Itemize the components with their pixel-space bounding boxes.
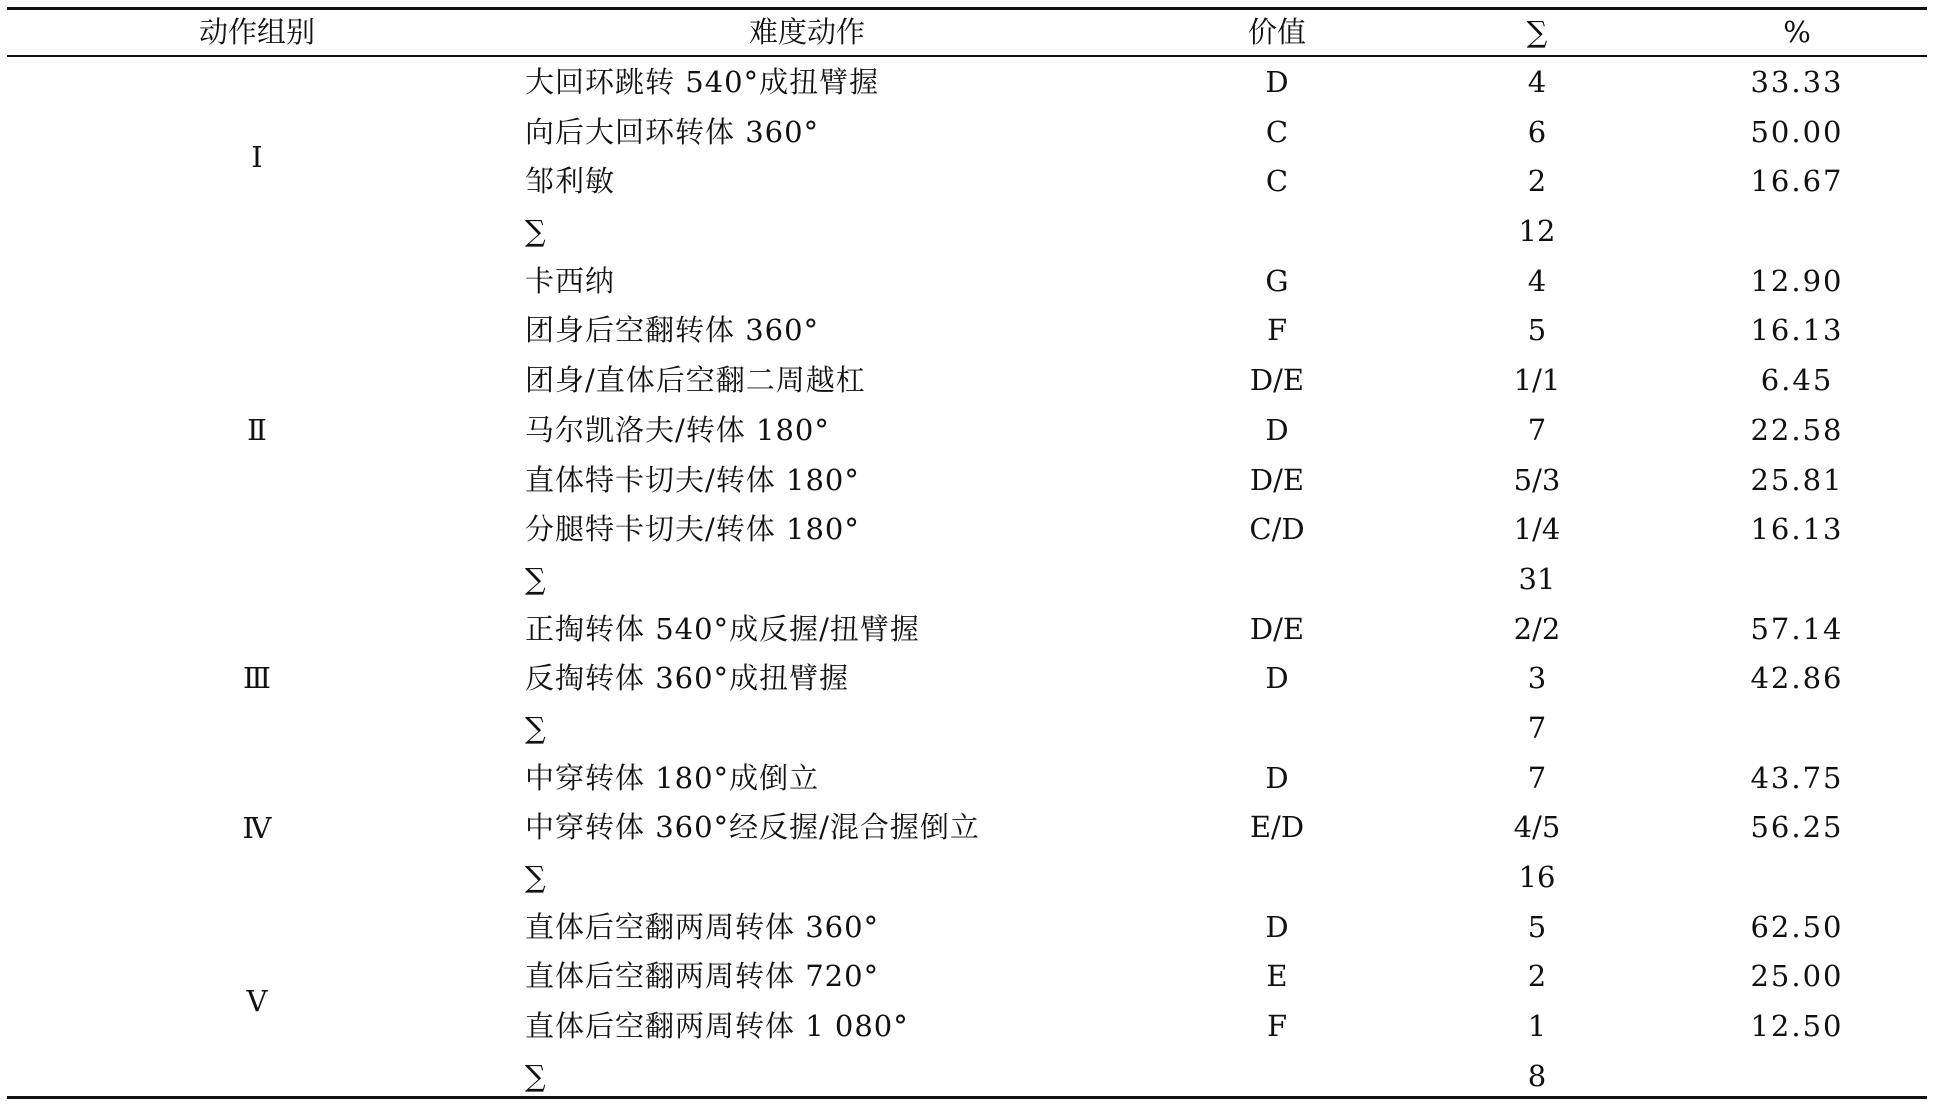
group-label: Ⅲ <box>243 661 271 696</box>
cell-count: 16 <box>1518 860 1556 894</box>
cell-count: 4/5 <box>1513 810 1561 845</box>
cell-percent: 22.58 <box>1750 412 1844 447</box>
cell-move: 向后大回环转体 360° <box>525 114 820 149</box>
cell-percent <box>1697 853 1897 903</box>
cell-value: D/E <box>1249 363 1305 398</box>
cell-count: 1/4 <box>1513 512 1561 547</box>
cell-percent: 12.50 <box>1750 1009 1844 1044</box>
cell-count: 7 <box>1527 710 1547 745</box>
table-header <box>7 10 1927 55</box>
cell-percent <box>1697 704 1897 754</box>
cell-value: F <box>1266 313 1288 348</box>
table-row <box>7 754 1927 804</box>
cell-count: 12 <box>1518 214 1556 249</box>
cell-count: 5/3 <box>1513 462 1561 497</box>
cell-value <box>1177 1052 1377 1102</box>
cell-percent: 25.00 <box>1750 959 1844 994</box>
cell-percent: 62.50 <box>1750 909 1844 944</box>
cell-move: 中穿转体 180°成倒立 <box>525 760 820 795</box>
cell-value: D/E <box>1249 611 1305 646</box>
cell-count: 2 <box>1527 959 1547 994</box>
cell-value: E/D <box>1249 810 1305 845</box>
table-row <box>7 555 1927 605</box>
header-percent: % <box>1783 15 1811 49</box>
cell-move: 卡西纳 <box>525 263 616 298</box>
table-row <box>7 207 1927 257</box>
cell-count: 1 <box>1527 1009 1547 1044</box>
table-row <box>7 1052 1927 1102</box>
cell-move: 直体后空翻两周转体 720° <box>525 959 880 994</box>
cell-value: C <box>1265 164 1289 199</box>
cell-value: D <box>1265 909 1289 944</box>
cell-move: 团身后空翻转体 360° <box>525 313 820 348</box>
cell-count: 2 <box>1527 164 1547 199</box>
table-row <box>7 605 1927 655</box>
cell-percent: 16.13 <box>1750 512 1844 547</box>
table-body <box>7 58 1927 1101</box>
cell-count: 7 <box>1527 412 1547 447</box>
cell-value: G <box>1265 263 1289 298</box>
cell-percent: 50.00 <box>1750 114 1844 149</box>
cell-percent: 16.13 <box>1750 313 1844 348</box>
header-group: 动作组别 <box>198 15 315 49</box>
cell-count: 8 <box>1527 1058 1547 1093</box>
cell-count: 4 <box>1527 65 1547 99</box>
cell-value: F <box>1266 1009 1288 1044</box>
cell-value: E <box>1266 959 1288 994</box>
cell-count: 1/1 <box>1513 363 1561 398</box>
cell-count: 7 <box>1527 760 1547 795</box>
group-label: Ⅴ <box>246 984 268 1019</box>
cell-move: 直体后空翻两周转体 1 080° <box>525 1009 909 1044</box>
table-row <box>7 356 1927 406</box>
difficulty-table <box>7 0 1927 1106</box>
cell-move: ∑ <box>525 1058 547 1093</box>
cell-value: C/D <box>1249 512 1305 547</box>
cell-percent <box>1697 1052 1897 1102</box>
table-row <box>7 456 1927 506</box>
cell-percent <box>1697 207 1897 257</box>
cell-move: ∑ <box>525 561 547 596</box>
cell-percent: 56.25 <box>1750 810 1844 845</box>
cell-move: 分腿特卡切夫/转体 180° <box>525 512 860 547</box>
group-label: Ⅰ <box>251 139 263 174</box>
table-row <box>7 704 1927 754</box>
cell-move: ∑ <box>525 710 547 745</box>
cell-move: 直体特卡切夫/转体 180° <box>525 462 860 497</box>
cell-value <box>1177 207 1377 257</box>
cell-value: C <box>1265 114 1289 149</box>
cell-percent: 6.45 <box>1760 363 1834 398</box>
table-row <box>7 257 1927 307</box>
cell-percent: 43.75 <box>1750 760 1844 795</box>
cell-value: D <box>1265 661 1289 696</box>
cell-move: 正掏转体 540°成反握/扭臂握 <box>525 611 920 646</box>
group-label: Ⅳ <box>242 810 272 845</box>
cell-count: 5 <box>1527 909 1547 944</box>
cell-value: D <box>1265 65 1289 99</box>
cell-value: D <box>1265 412 1289 447</box>
cell-move: 团身/直体后空翻二周越杠 <box>525 363 866 398</box>
cell-count: 6 <box>1527 114 1547 149</box>
cell-value <box>1177 555 1377 605</box>
group-label: Ⅱ <box>247 412 267 447</box>
cell-percent: 42.86 <box>1750 661 1844 696</box>
cell-count: 3 <box>1527 661 1547 696</box>
cell-move: 中穿转体 360°经反握/混合握倒立 <box>525 810 980 845</box>
cell-move: ∑ <box>525 860 547 894</box>
table-row <box>7 58 1927 108</box>
cell-move: 直体后空翻两周转体 360° <box>525 909 880 944</box>
cell-value <box>1177 704 1377 754</box>
cell-count: 2/2 <box>1513 611 1561 646</box>
cell-percent: 57.14 <box>1750 611 1844 646</box>
cell-move: 马尔凯洛夫/转体 180° <box>525 412 830 447</box>
header-value: 价值 <box>1247 15 1306 49</box>
table-row <box>7 505 1927 555</box>
header-rule <box>7 55 1927 57</box>
cell-move: ∑ <box>525 214 547 249</box>
cell-percent: 25.81 <box>1750 462 1844 497</box>
cell-move: 反掏转体 360°成扭臂握 <box>525 661 850 696</box>
cell-percent: 12.90 <box>1750 263 1844 298</box>
table-row <box>7 903 1927 953</box>
cell-count: 5 <box>1527 313 1547 348</box>
table-row <box>7 853 1927 903</box>
cell-value: D/E <box>1249 462 1305 497</box>
table-row <box>7 306 1927 356</box>
header-move: 难度动作 <box>748 15 865 49</box>
cell-count: 4 <box>1527 263 1547 298</box>
header-count: ∑ <box>1526 15 1548 49</box>
cell-percent: 16.67 <box>1750 164 1844 199</box>
table-bottom-rule <box>7 1096 1927 1099</box>
cell-move: 邹利敏 <box>525 164 616 199</box>
cell-move: 大回环跳转 540°成扭臂握 <box>525 65 880 99</box>
cell-count: 31 <box>1518 561 1556 596</box>
cell-value: D <box>1265 760 1289 795</box>
cell-percent <box>1697 555 1897 605</box>
cell-percent: 33.33 <box>1750 65 1844 99</box>
cell-value <box>1177 853 1377 903</box>
